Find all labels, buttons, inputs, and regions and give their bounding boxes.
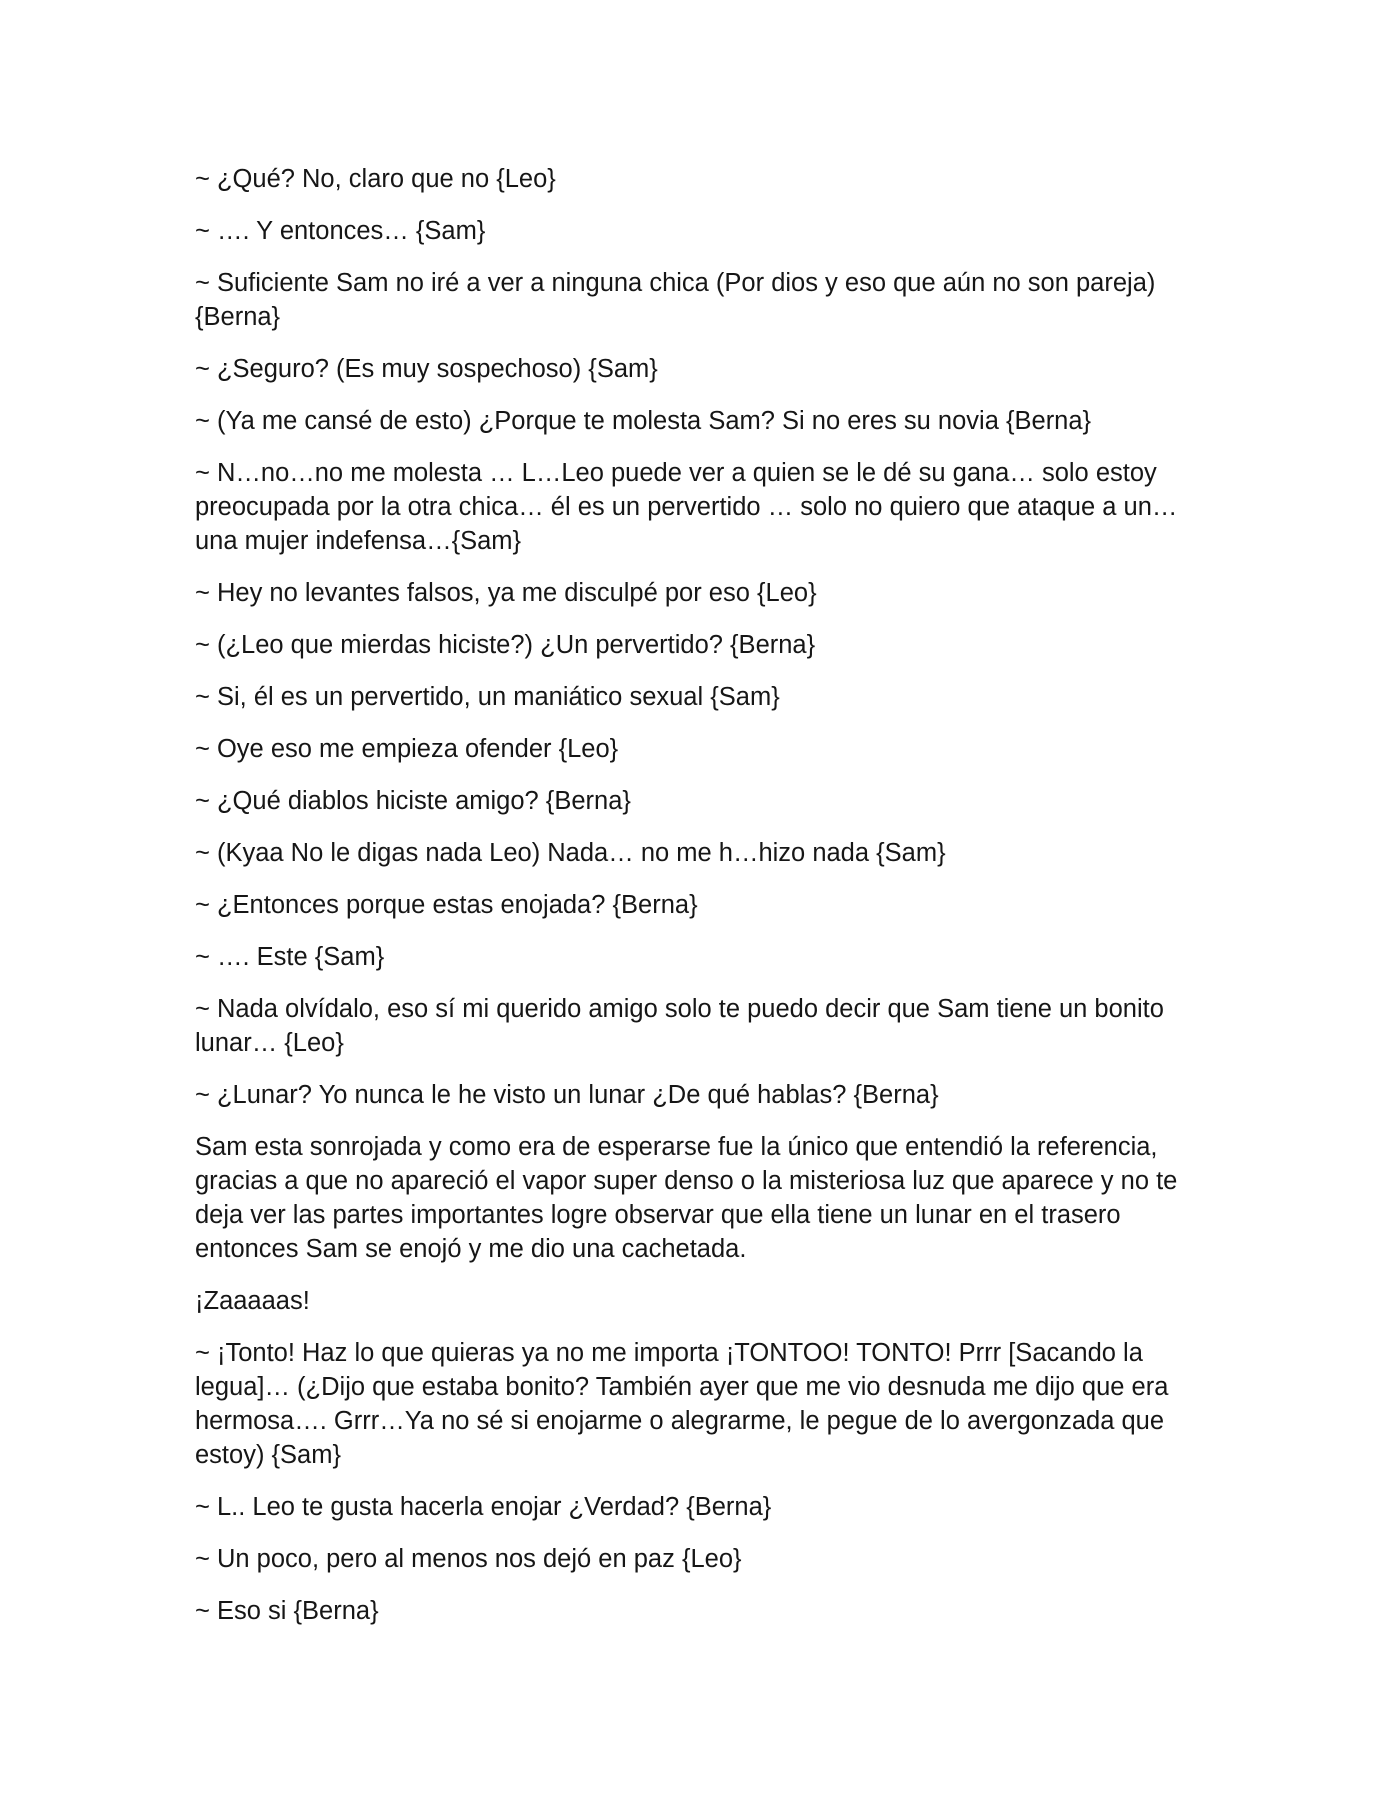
dialogue-line: ~ ¡Tonto! Haz lo que quieras ya no me importa ¡TONTOO! TONTO! Prrr [Sacando la legua]… (¿Dijo que estaba bonito? También ayer que me vio desnuda me dijo que era hermosa…. Grrr…Ya no sé si enojarme o alegrarme, le pegue de lo avergonzada que estoy) {Sam} (195, 1339, 1169, 1469)
dialogue-line: ~ Nada olvídalo, eso sí mi querido amigo solo te puedo decir que Sam tiene un bonito lunar… {Leo} (195, 995, 1164, 1057)
dialogue-line: ~ Un poco, pero al menos nos dejó en paz {Leo} (195, 1545, 742, 1573)
dialogue-line: ~ …. Y entonces… {Sam} (195, 217, 486, 245)
dialogue-line: ~ ¿Qué diablos hiciste amigo? {Berna} (195, 787, 631, 815)
dialogue-line: ~ ¿Seguro? (Es muy sospechoso) {Sam} (195, 355, 658, 383)
dialogue-line: ~ (Ya me cansé de esto) ¿Porque te molesta Sam? Si no eres su novia {Berna} (195, 407, 1092, 435)
dialogue-line: ~ N…no…no me molesta … L…Leo puede ver a quien se le dé su gana… solo estoy preocupada por la otra chica… él es un pervertido … solo no quiero que ataque a un…una mujer indefensa…{Sam} (195, 459, 1178, 555)
dialogue-line: ~ Oye eso me empieza ofender {Leo} (195, 735, 619, 763)
dialogue-line: ~ Eso si {Berna} (195, 1597, 379, 1625)
dialogue-line: ~ …. Este {Sam} (195, 943, 385, 971)
dialogue-line: ~ Suficiente Sam no iré a ver a ninguna chica (Por dios y eso que aún no son pareja) {Berna} (195, 269, 1156, 331)
dialogue-line: ~ ¿Entonces porque estas enojada? {Berna} (195, 891, 698, 919)
dialogue-line: ~ L.. Leo te gusta hacerla enojar ¿Verdad? {Berna} (195, 1493, 772, 1521)
dialogue-line: ~ (Kyaa No le digas nada Leo) Nada… no me h…hizo nada {Sam} (195, 839, 946, 867)
narration-paragraph: Sam esta sonrojada y como era de esperarse fue la único que entendió la referencia, gracias a que no apareció el vapor super denso o la misteriosa luz que aparece y no te deja ver las partes importantes logre observar que ella tiene un lunar en el trasero entonces Sam se enojó y me dio una cachetada. (195, 1133, 1178, 1263)
dialogue-line: ~ ¿Lunar? Yo nunca le he visto un lunar ¿De qué hablas? {Berna} (195, 1081, 939, 1109)
dialogue-line: ~ ¿Qué? No, claro que no {Leo} (195, 165, 556, 193)
dialogue-line: ~ (¿Leo que mierdas hiciste?) ¿Un pervertido? {Berna} (195, 631, 816, 659)
dialogue-line: ~ Si, él es un pervertido, un maniático sexual {Sam} (195, 683, 780, 711)
sound-effect-line: ¡Zaaaaas! (195, 1287, 310, 1315)
dialogue-line: ~ Hey no levantes falsos, ya me disculpé por eso {Leo} (195, 579, 817, 607)
